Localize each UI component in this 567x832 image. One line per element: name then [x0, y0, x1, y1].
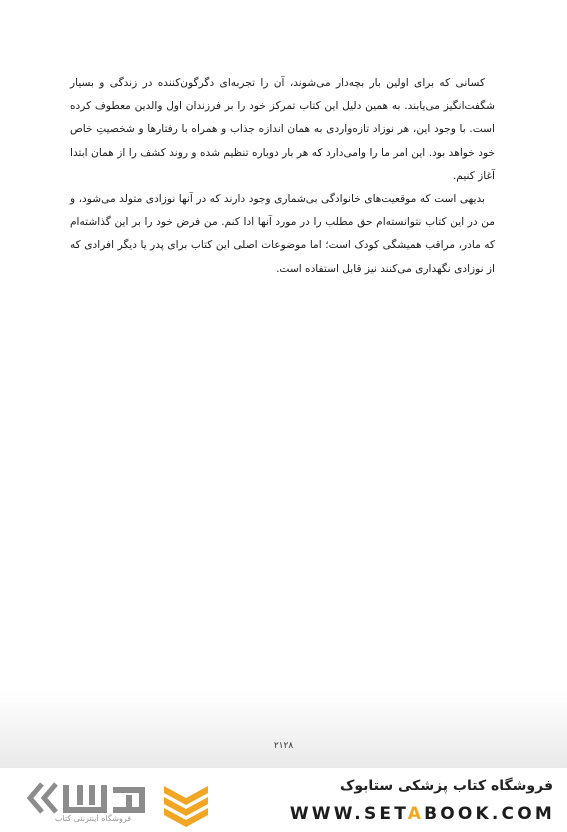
store-footer — [0, 768, 567, 832]
logo-wordmark — [66, 788, 142, 810]
page-number: ۲۱۲۸ — [273, 741, 294, 751]
book-stack-icon — [164, 786, 208, 827]
double-chevron-icon — [30, 784, 56, 812]
logo-subtitle: فروشگاه اینترنتی کتاب — [54, 814, 132, 823]
body-text — [70, 72, 495, 281]
paragraph-2: بدیهی است که موقعیت‌های خانوادگی بی‌شماری وجود دارند که در آنها نوزادی متولد می‌شود، و من در این کتاب نتوانسته‌ام حق مطلب را در مورد آنها ادا کنم. من فرض خود را بر این گذاشته‌ام که مادر، مراقب همیشگی کودک است؛ اما موضوعات اصلی این کتاب برای پدر یا دیگر افرادی که از نوزادی نگهداری می‌کنند نیز قابل استفاده است. — [70, 193, 495, 275]
paragraph-1: کسانی که برای اولین بار بچه‌دار می‌شوند، آن را تجربه‌ای دگرگون‌کننده در زندگی و بسیار شگفت‌انگیز می‌یابند. به همین دلیل این کتاب تمرکز خود را بر فرزندان اول والدین معطوف کرده است. با وجود این، هر نوزاد تازه‌واردی به همان اندازه جذاب و همراه با رفتارها و شخصیتِ خاص خود خواهد بود. این امر ما را وامی‌دارد که هر بار دوباره تنظیم شده و روند کشف را از همان ابتدا آغاز کنیم. — [70, 77, 495, 182]
url-suffix: BOOK.COM — [424, 804, 555, 824]
url-prefix: WWW.SET — [289, 804, 408, 824]
store-name: فروشگاه کتاب پزشکی ستابوک — [340, 778, 553, 794]
store-url[interactable] — [290, 804, 555, 824]
url-accent: A — [407, 804, 425, 824]
